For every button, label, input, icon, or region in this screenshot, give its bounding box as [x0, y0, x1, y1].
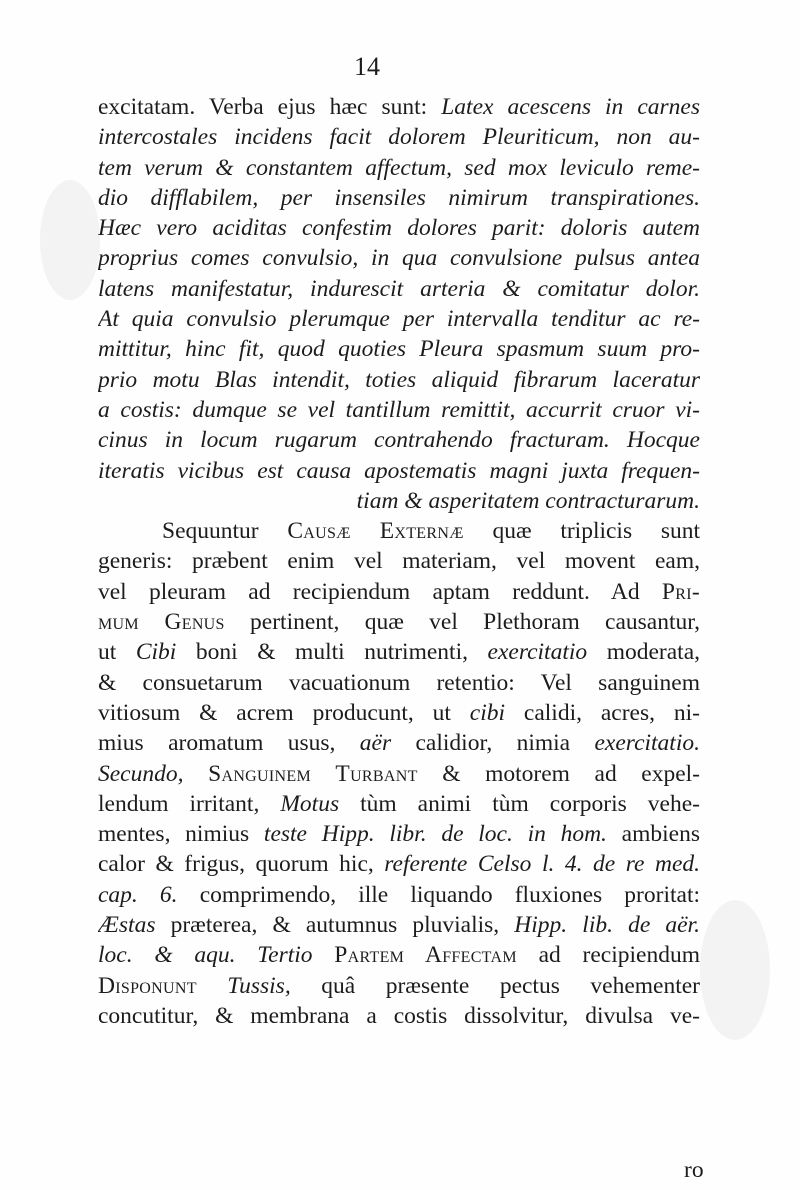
roman-text: quâ præsente pectus vehementer [290, 972, 700, 999]
italic-text: iteratis vicibus est causa apostematis magni juxta frequen- [98, 457, 700, 484]
roman-text: quæ triplicis sunt [463, 518, 700, 545]
italic-text: Tussis, [227, 972, 291, 999]
italic-text: Motus [280, 790, 340, 817]
roman-text: boni & multi nutrimenti, [176, 639, 488, 666]
roman-text: moderata, [587, 639, 700, 666]
text-line [98, 577, 700, 607]
roman-text: pertinent, quæ vel Plethoram causantur, [224, 609, 700, 636]
italic-text: latens manifestatur, indurescit arteria & comitatur dolor. [98, 275, 700, 302]
text-line [98, 183, 700, 213]
italic-text: cibi [469, 699, 506, 726]
small-caps-text: Causæ Externæ [287, 518, 464, 545]
italic-text: Hæc vero aciditas confestim dolores parit: doloris autem [98, 215, 700, 242]
italic-text: referente Celso l. 4. de re med. [384, 851, 700, 878]
text-line [98, 365, 700, 395]
italic-text: exercitatio [487, 639, 588, 666]
text-line [98, 910, 700, 940]
roman-text [197, 973, 228, 999]
roman-text: lendum irritant, [98, 790, 281, 817]
italic-text: cap. 6. [98, 881, 178, 908]
text-line [98, 153, 700, 183]
italic-text: intercostales incidens facit dolorem Pleuriticum, non au- [98, 124, 700, 151]
small-caps-text: Partem Affectam [334, 942, 517, 969]
italic-text: Cibi [135, 639, 177, 666]
catchword: ro [684, 1157, 704, 1183]
italic-text: loc. & aqu. [98, 942, 236, 969]
roman-text: mius aromatum usus, [98, 730, 360, 757]
italic-text: proprius comes convulsio, in qua convulsione pulsus antea [98, 245, 700, 272]
roman-text: generis: præbent enim vel materiam, vel movent eam, [98, 548, 700, 575]
text-line [98, 92, 700, 122]
italic-text: Secundo, [98, 760, 184, 787]
roman-text: ambiens [606, 821, 700, 848]
text-line [98, 759, 700, 789]
text-line [98, 698, 700, 728]
text-line [98, 304, 700, 334]
roman-text: tùm animi tùm corporis vehe- [339, 790, 700, 817]
text-line [98, 668, 700, 698]
roman-text: mentes, nimius [98, 821, 264, 848]
italic-text: mittitur, hinc fit, quod quoties Pleura spasmum suum pro- [98, 336, 700, 363]
italic-text: tiam & asperitatem contracturarum. [356, 487, 700, 514]
text-line [98, 940, 700, 970]
text-line [98, 122, 700, 152]
text-line [98, 971, 700, 1001]
text-line [98, 425, 700, 455]
small-caps-text: Disponunt [98, 972, 197, 999]
text-line [98, 516, 700, 546]
roman-text: ad recipiendum [516, 942, 700, 969]
page-number: 14 [354, 52, 380, 81]
italic-text: cinus in locum rugarum contrahendo fracturam. Hocque [98, 427, 700, 454]
roman-text: præterea, & autumnus pluvialis, [155, 912, 515, 939]
roman-text [236, 942, 258, 968]
text-line [98, 880, 700, 910]
text-line [98, 849, 700, 879]
paper-stain [700, 900, 770, 1040]
roman-text: calidi, acres, ni- [505, 699, 700, 726]
italic-text: teste Hipp. libr. de loc. in hom. [263, 821, 607, 848]
roman-text: & motorem ad expel- [417, 760, 700, 787]
roman-text [184, 761, 209, 787]
italic-text: exercitatio. [594, 730, 700, 757]
italic-text: Latex acescens in carnes [441, 94, 700, 120]
text-line [98, 789, 700, 819]
italic-text: tem verum & constantem affectum, sed mox leviculo reme- [98, 154, 700, 181]
text-line [98, 334, 700, 364]
body-text [98, 92, 700, 1031]
roman-text: Sequuntur [162, 518, 288, 545]
text-line [98, 607, 700, 637]
italic-text: Tertio [257, 942, 313, 969]
roman-text: excitatam. Verba ejus hæc sunt: [98, 94, 442, 120]
italic-text: Æstas [98, 912, 156, 939]
text-line [98, 456, 700, 486]
small-caps-text: mum Genus [98, 609, 225, 636]
roman-text: ut [98, 639, 136, 666]
text-line [98, 637, 700, 667]
text-line [98, 546, 700, 576]
italic-text: Hipp. lib. de aër. [514, 912, 700, 939]
roman-text: vitiosum & acrem producunt, ut [98, 699, 470, 726]
roman-text: concutitur, & membrana a costis dissolvitur, divulsa ve- [98, 1002, 700, 1029]
italic-text: a costis: dumque se vel tantillum remittit, accurrit cruor vi- [98, 396, 700, 423]
text-line [98, 819, 700, 849]
roman-text: comprimendo, ille liquando fluxiones proritat: [177, 881, 700, 908]
paper-stain [40, 180, 100, 300]
text-line [98, 395, 700, 425]
roman-text: calidior, nimia [391, 730, 595, 757]
roman-text: vel pleuram ad recipiendum aptam reddunt. Ad [98, 578, 662, 605]
roman-text [313, 942, 335, 968]
small-caps-text: Pri- [661, 578, 700, 605]
text-line [98, 274, 700, 304]
text-line [98, 243, 700, 273]
italic-text: aër [359, 730, 392, 757]
italic-text: At quia convulsio plerumque per intervalla tenditur ac re- [98, 306, 700, 333]
text-line [98, 486, 700, 516]
italic-text: dio difflabilem, per insensiles nimirum transpirationes. [98, 184, 700, 211]
roman-text: calor & frigus, quorum hic, [98, 851, 385, 878]
italic-text: prio motu Blas intendit, toties aliquid fibrarum laceratur [98, 366, 700, 393]
text-line [98, 213, 700, 243]
text-line [98, 728, 700, 758]
text-line [98, 1001, 700, 1031]
small-caps-text: Sanguinem Turbant [208, 760, 418, 787]
roman-text: & consuetarum vacuationum retentio: Vel sanguinem [98, 669, 700, 696]
